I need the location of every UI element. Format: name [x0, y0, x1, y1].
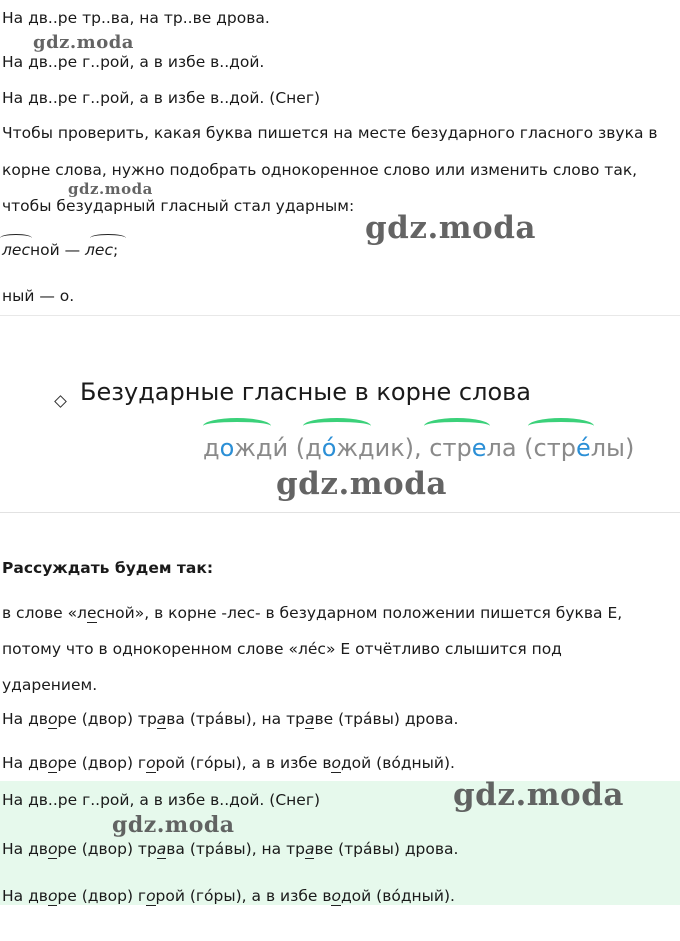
- text-line-8: ный — о.: [2, 287, 75, 305]
- text-line-4: Чтобы проверить, какая буква пишется на месте безударного гласного звука в: [2, 124, 658, 142]
- text-line-3: На дв..ре г..рой, а в избе в..дой. (Снег): [2, 89, 321, 107]
- reason-line-1: в слове «лесной», в корне -лес- в безударном положении пишется буква Е,: [2, 604, 623, 622]
- text-line-2: На дв..ре г..рой, а в избе в..дой.: [2, 53, 265, 71]
- answer-line-4: На дворе (двор) трава (тра́вы), на траве (тра́вы) дрова.: [2, 840, 459, 858]
- rule-examples: дожди́ (до́ждик), стрела (стре́лы): [203, 434, 635, 462]
- watermark: gdz.moda: [33, 32, 134, 53]
- answer-line-5: На дворе (двор) горой (го́ры), а в избе водой (во́дный).: [2, 887, 455, 905]
- semicolon: ;: [112, 241, 119, 259]
- text-line-6: чтобы безударный гласный стал ударным:: [2, 197, 355, 215]
- text-line-1: На дв..ре тр..ва, на тр..ве дрова.: [2, 9, 270, 27]
- watermark: gdz.moda: [365, 210, 536, 246]
- answer-line-2: На дворе (двор) горой (го́ры), а в избе водой (во́дный).: [2, 754, 455, 772]
- root-arc-icon: [0, 234, 32, 242]
- answer-line-3: На дв..ре г..рой, а в избе в..дой. (Снег): [2, 791, 321, 809]
- root-lesnoy: лес: [2, 241, 30, 259]
- root-arc-icon: [303, 418, 371, 434]
- root-arc-icon: [90, 234, 126, 242]
- diamond-bullet-icon: [54, 395, 67, 408]
- root-arc-icon: [203, 418, 271, 434]
- root-arc-icon: [424, 418, 490, 434]
- watermark: gdz.moda: [68, 180, 153, 198]
- rule-title: Безударные гласные в корне слова: [80, 378, 531, 406]
- ending-text: ной —: [29, 241, 86, 259]
- root-example: [2, 240, 118, 260]
- reason-line-3: ударением.: [2, 676, 98, 694]
- watermark: gdz.moda: [112, 812, 235, 838]
- watermark: gdz.moda: [276, 466, 447, 502]
- watermark: gdz.moda: [453, 777, 624, 813]
- root-les: лес: [85, 241, 113, 259]
- reason-line-2: потому что в однокоренном слове «ле́с» Е отчётливо слышится под: [2, 640, 562, 658]
- text-line-5: корне слова, нужно подобрать однокоренное слово или изменить слово так,: [2, 161, 638, 179]
- root-arc-icon: [528, 418, 594, 434]
- rule-card: [0, 315, 680, 513]
- reason-heading: Рассуждать будем так:: [2, 559, 214, 577]
- answer-line-1: На дворе (двор) трава (тра́вы), на траве (тра́вы) дрова.: [2, 710, 459, 728]
